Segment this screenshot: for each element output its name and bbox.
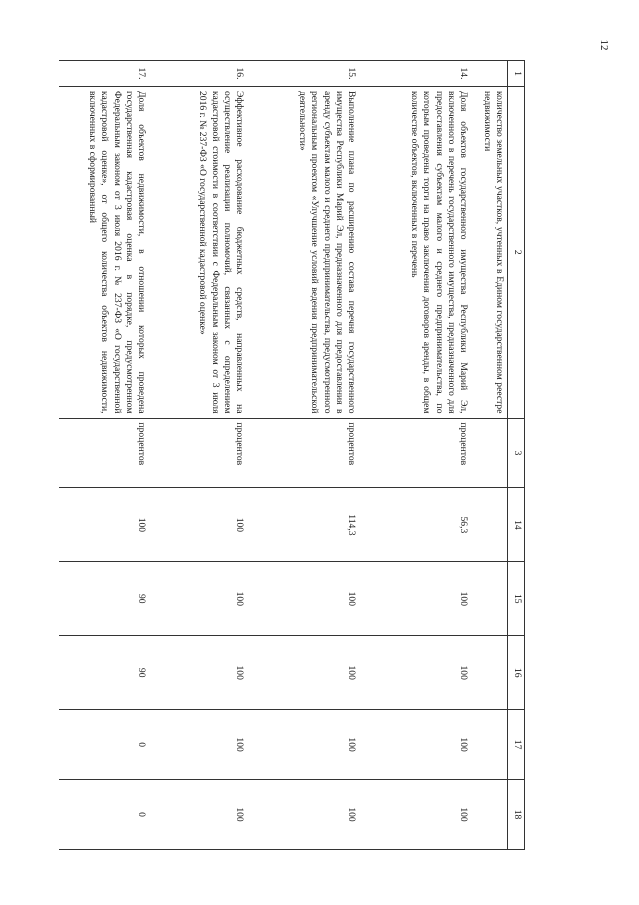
row-number: 14.: [360, 61, 472, 87]
unit-cell: процентов: [360, 418, 472, 488]
value-cell-17: [472, 710, 508, 780]
table-row: [472, 61, 508, 850]
value-cell-17: 100: [360, 710, 472, 780]
page-number: 12: [598, 39, 610, 51]
indicator-description: Эффективное расходование бюджетных средств, направленных на осуществление реализации полномочий, связанных с определением кадастровой стоимости в соответствии с Федеральным законом от 3 июля 2016 г. № 237-ФЗ «О государственной кадастровой оценке»: [150, 86, 248, 418]
indicator-description: Доля объектов государственного имущества Республики Марий Эл, включенного в перечень государственного имущества, предназначенного для предоставления субъектам малого и среднего предпринимательства, по которым проведены торги на право заключения договоров аренды, в общем количестве объектов, включенных в перечень: [360, 86, 472, 418]
value-cell-17: 100: [248, 710, 360, 780]
header-cell: 14: [508, 488, 525, 562]
value-cell-15: 90: [60, 562, 150, 636]
header-cell: 1: [508, 61, 525, 87]
indicators-table-region: [86, 60, 525, 850]
header-cell: 2: [508, 86, 525, 418]
value-cell-14: 56,3: [360, 488, 472, 562]
value-cell-15: 100: [248, 562, 360, 636]
value-cell-14: [472, 488, 508, 562]
indicators-table: [60, 60, 526, 850]
value-cell-16: 100: [360, 636, 472, 710]
value-cell-16: 100: [150, 636, 248, 710]
table-header-row: [508, 61, 525, 850]
table-row: [360, 61, 472, 850]
row-number: 17.: [60, 61, 150, 87]
indicator-description: количество земельных участков, учтенных в Едином государственном реестре недвижимости: [472, 86, 508, 418]
value-cell-14: 114,3: [248, 488, 360, 562]
unit-cell: [472, 418, 508, 488]
value-cell-15: 100: [150, 562, 248, 636]
header-cell: 17: [508, 710, 525, 780]
value-cell-16: [472, 636, 508, 710]
value-cell-14: 100: [150, 488, 248, 562]
value-cell-17: 100: [150, 710, 248, 780]
value-cell-18: 0: [60, 780, 150, 850]
table-row: [60, 61, 150, 850]
header-cell: 16: [508, 636, 525, 710]
header-cell: 15: [508, 562, 525, 636]
value-cell-16: 100: [248, 636, 360, 710]
value-cell-15: [472, 562, 508, 636]
value-cell-17: 0: [60, 710, 150, 780]
value-cell-18: 100: [150, 780, 248, 850]
unit-cell: процентов: [150, 418, 248, 488]
row-number: [472, 61, 508, 87]
header-cell: 3: [508, 418, 525, 488]
header-cell: 18: [508, 780, 525, 850]
value-cell-14: 100: [60, 488, 150, 562]
row-number: 16.: [150, 61, 248, 87]
table-row: [248, 61, 360, 850]
indicator-description: Доля объектов недвижимости, в отношении которых проведена государственная кадастровая оценка в порядке, предусмотренном Федеральным законом от 3 июля 2016 г. № 237-ФЗ «О государственной кадастровой оценке», от общего количества объектов недвижимости, включенных в сформированный: [60, 86, 150, 418]
unit-cell: процентов: [248, 418, 360, 488]
value-cell-15: 100: [360, 562, 472, 636]
value-cell-18: [472, 780, 508, 850]
indicator-description: Выполнение плана по расширению состава перечня государственного имущества Республики Марий Эл, предназначенного для предоставления в аренду субъектам малого и среднего предпринимательства, предусмотренного региональным проектом «Улучшение условий ведения предпринимательской деятельности»: [248, 86, 360, 418]
row-number: 15.: [248, 61, 360, 87]
value-cell-16: 90: [60, 636, 150, 710]
value-cell-18: 100: [248, 780, 360, 850]
value-cell-18: 100: [360, 780, 472, 850]
table-row: [150, 61, 248, 850]
unit-cell: процентов: [60, 418, 150, 488]
